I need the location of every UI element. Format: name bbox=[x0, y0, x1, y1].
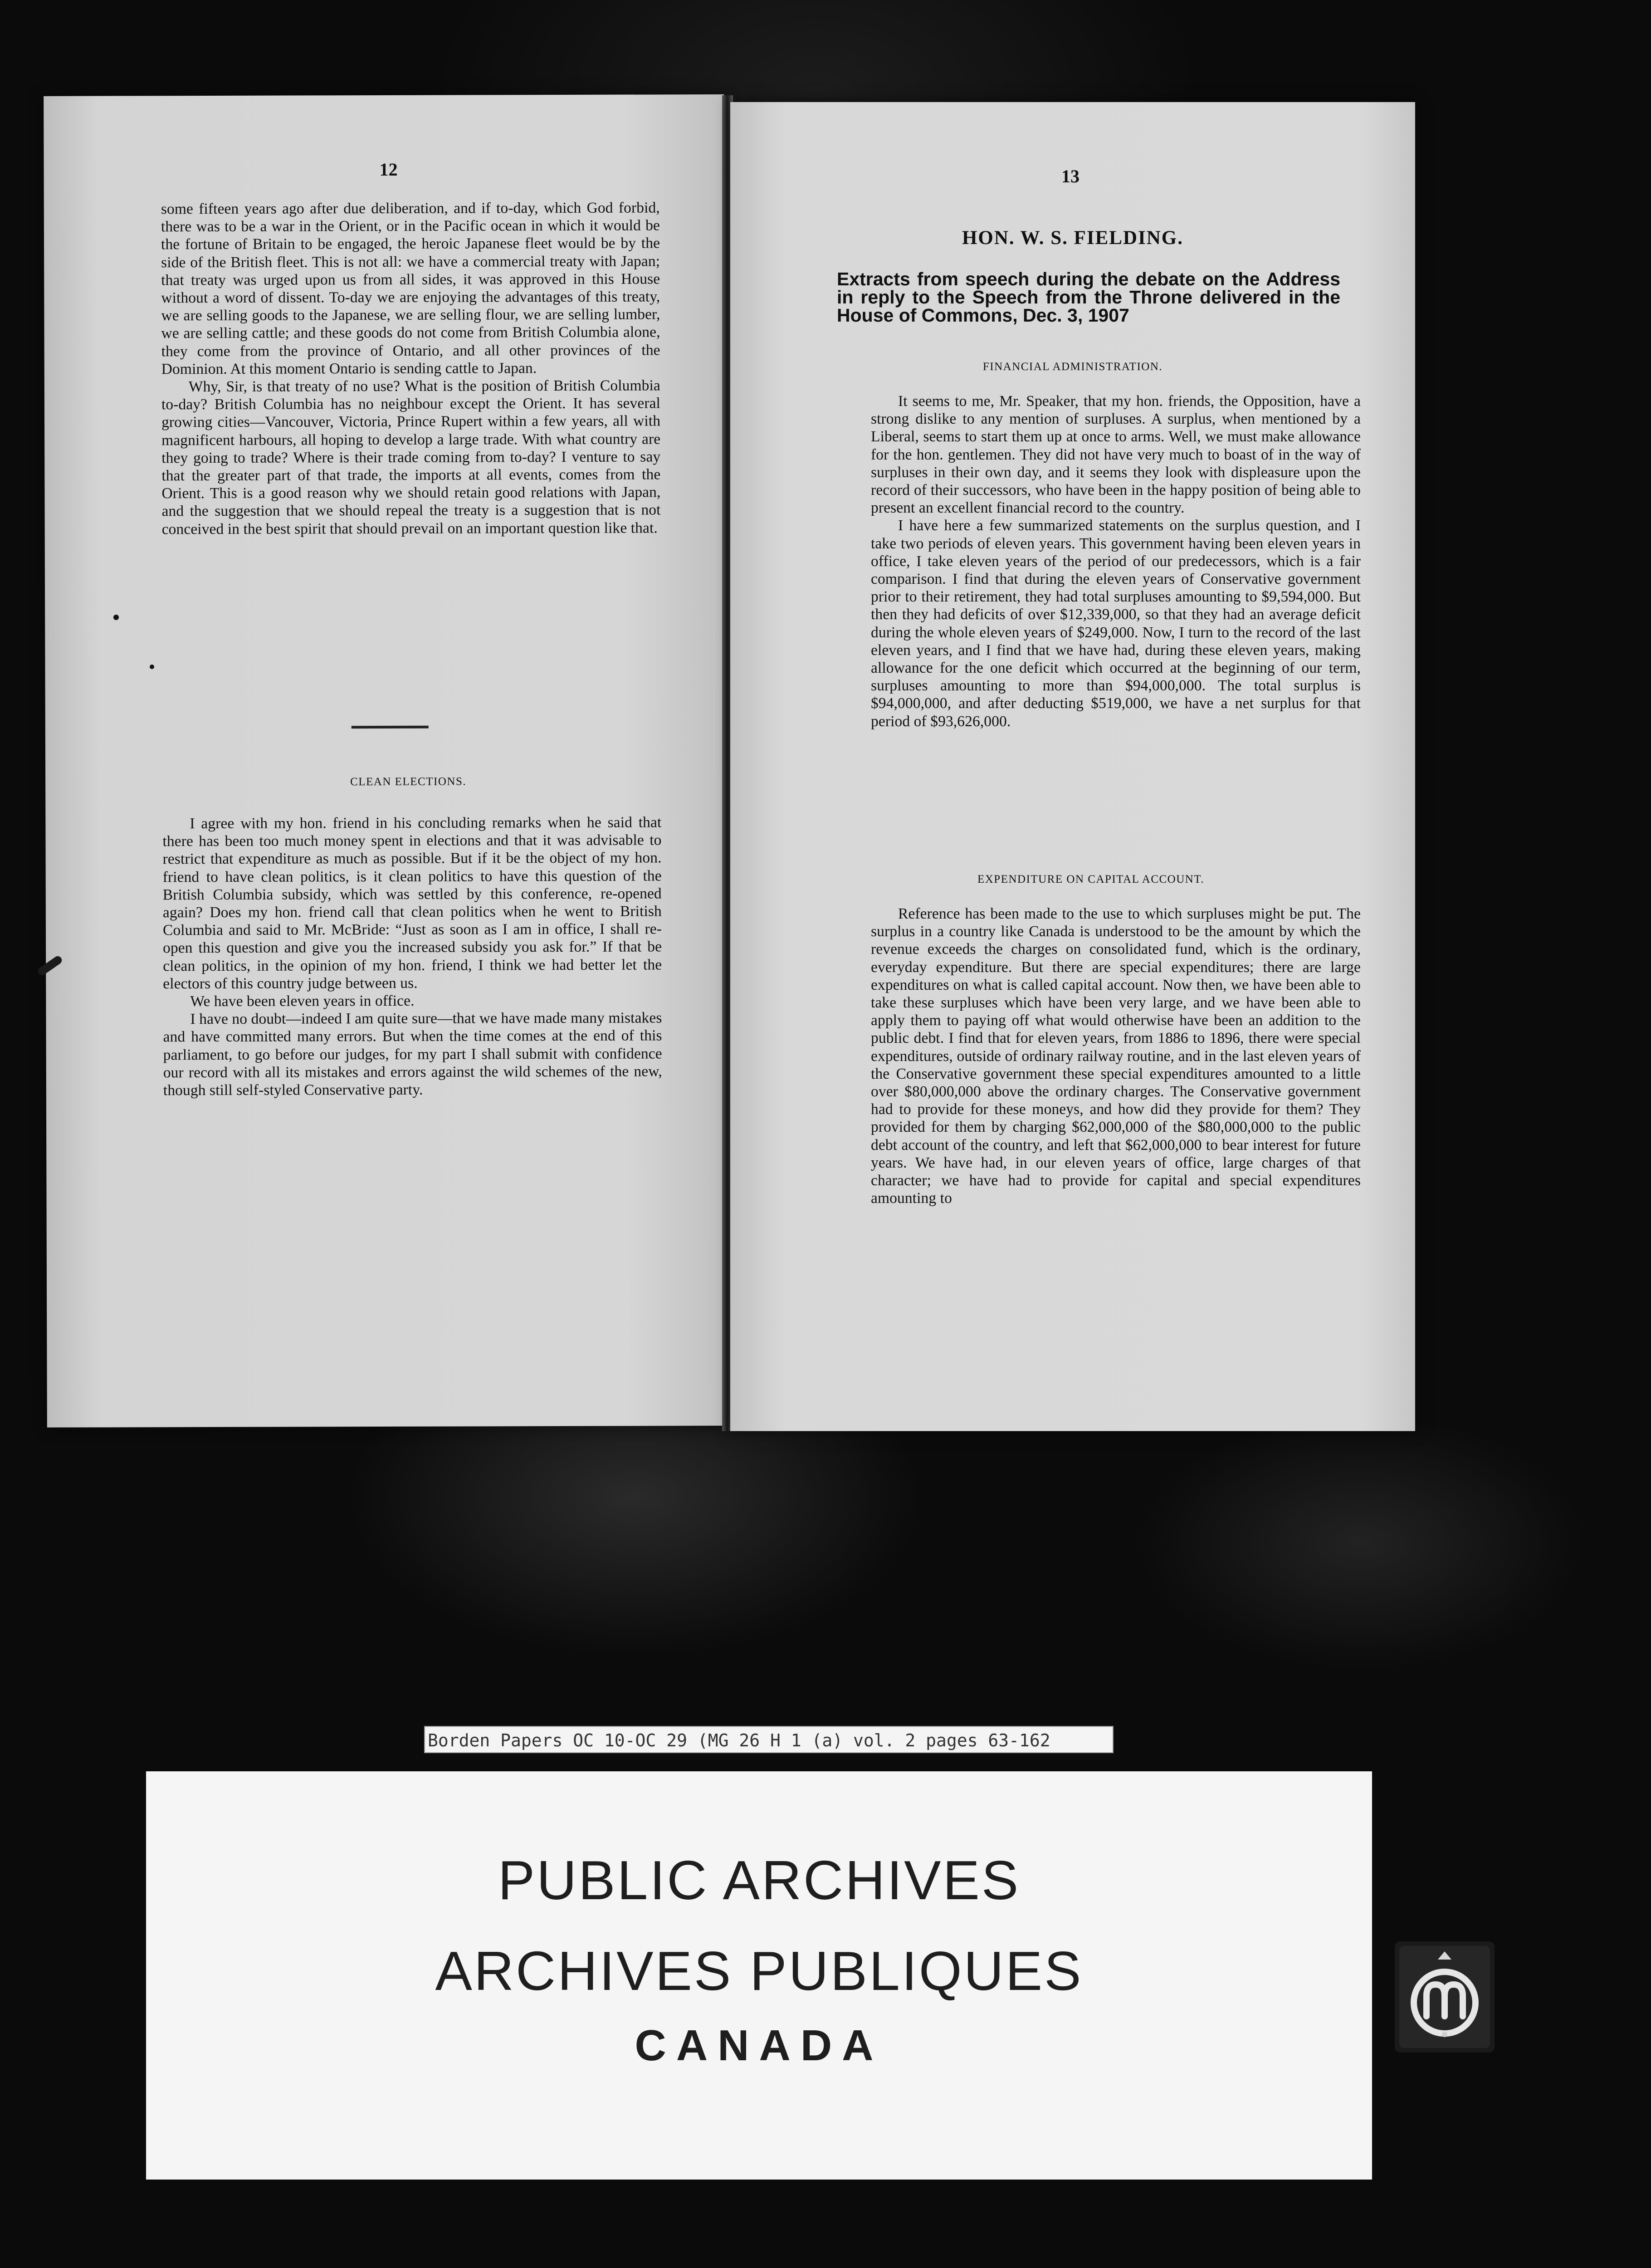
page-number-left: 12 bbox=[379, 159, 398, 180]
section-heading-capital-account: EXPENDITURE ON CAPITAL ACCOUNT. bbox=[977, 873, 1205, 885]
speaker-title: HON. W. S. FIELDING. bbox=[962, 227, 1184, 249]
archive-reference-label: Borden Papers OC 10-OC 29 (MG 26 H 1 (a) vol. 2 pages 63-162 bbox=[424, 1726, 1114, 1753]
section-divider bbox=[352, 726, 429, 728]
right-page-capital-text bbox=[871, 905, 1361, 1207]
paragraph: I agree with my hon. friend in his concluding remarks when he said that there has been too much money spent in elections and that it was advisable to restrict that expenditure as much as possible. But if it be the object of my hon. friend to have clean politics, is it clean politics to have this question of the British Columbia subsidy, which was settled by this conference, re-opened again? Does my hon. friend call that clean politics when he went to British Columbia and said to Mr. McBride: “Just as soon as I am in office, I shall re-open this question and give you the increased subsidy you ask for.” If that be clean politics, in the opinion of my hon. friend, I think we had better let the electors of this country judge between us. bbox=[162, 814, 662, 992]
left-page-top-text bbox=[161, 199, 661, 538]
archives-title-french: ARCHIVES PUBLIQUES bbox=[435, 1940, 1083, 2002]
paragraph: Reference has been made to the use to which surpluses might be put. The surplus in a country like Canada is understood to be the amount by which the revenue exceeds the charges on consolidated fund, which is the ordinary, everyday expenditure. But there are special expenditures; there are large expenditures on what is called capital account. Now then, we have been able to take these surpluses which have been very large, and we have been able to apply them to paying off what would otherwise have been an addition to the public debt. I find that for eleven years, from 1886 to 1896, there were special expenditures, outside of ordinary railway routine, and in the last eleven years of the Conservative government these special expenditures amounted to a little over $80,000,000 above the ordinary charges. The Conservative government had to provide for these moneys, and how did they provide for them? They provided for them by charging $62,000,000 of the $80,000,000 to the public debt account of the country, and left that $62,000,000 to bear interest for future years. We have had, in our eleven years of office, large charges of that character; we have had to provide for capital and special expenditures amounting to bbox=[871, 905, 1361, 1207]
archives-title-english: PUBLIC ARCHIVES bbox=[498, 1849, 1021, 1911]
paragraph: Why, Sir, is that treaty of no use? What is the position of British Columbia to-day? British Columbia has no neighbour except the Orient. It has several growing cities—Vancouver, Victoria, Prince Rupert within a few years, all with magnificent harbours, all hoping to develop a large trade. With what country are they going to trade? Where is their trade coming from to-day? I venture to say that the greater part of that trade, the imports at all events, comes from the Orient. This is a good reason why we should retain good relations with Japan, and the suggestion that we should repeal the treaty is a suggestion that is not conceived in the best spirit that should prevail on an important question like that. bbox=[161, 377, 661, 538]
public-archives-card bbox=[146, 1771, 1372, 2180]
section-heading-financial: FINANCIAL ADMINISTRATION. bbox=[982, 361, 1163, 373]
paragraph: I have here a few summarized statements on the surplus question, and I take two periods of eleven years. This government having been eleven years in office, I take eleven years of the period of our predecessors, which is a fair comparison. I find that during the eleven years of Conservative government prior to their retirement, they had total surpluses amounting to $9,594,000. But then they had deficits of over $12,339,000, so that they had an average deficit during the whole eleven years of $249,000. Now, I turn to the record of the last eleven years, and I find that we have had, during these eleven years, making allowance for the one deficit which occurred at the beginning of our term, surpluses amounting to more than $94,000,000. The total surplus is $94,000,000, and after deducting $519,000, we have a net surplus for that period of $93,626,000. bbox=[871, 517, 1361, 730]
right-page bbox=[730, 102, 1415, 1431]
paragraph: some fifteen years ago after due deliberation, and if to-day, which God forbid, there was to be a war in the Orient, or in the Pacific ocean in which it would be the fortune of Britain to be engaged, the heroic Japanese fleet would be by the side of the British fleet. This is not all: we have a commercial treaty with Japan; that treaty was urged upon us from all sides, it was approved in this House without a word of dissent. To-day we are enjoying the advantages of this treaty, we are selling goods to the Japanese, we are selling flour, we are selling lumber, we are selling cattle; and these goods do not come from British Columbia alone, they come from the province of Ontario, and all other provinces of the Dominion. At this moment Ontario is sending cattle to Japan. bbox=[161, 199, 660, 378]
section-heading-clean-elections: CLEAN ELECTIONS. bbox=[350, 775, 467, 788]
page-number-right: 13 bbox=[1061, 166, 1080, 186]
archives-country: CANADA bbox=[635, 2021, 884, 2070]
left-page-bottom-text bbox=[162, 813, 662, 1099]
archives-canada-logo-icon bbox=[1395, 1941, 1495, 2053]
left-page bbox=[44, 94, 728, 1427]
paragraph: I have no doubt—indeed I am quite sure—that we have made many mistakes and have committed many errors. But when the time comes at the end of this parliament, to go before our judges, for my part I shall submit with confidence our record with all its mistakes and errors against the wild schemes of the new, though still self-styled Conservative party. bbox=[163, 1009, 662, 1099]
right-page-financial-text bbox=[871, 392, 1361, 730]
speech-intro: Extracts from speech during the debate on the Address in reply to the Speech from the Throne delivered in the House of Commons, Dec. 3, 1907 bbox=[837, 269, 1340, 326]
paragraph: We have been eleven years in office. bbox=[190, 992, 415, 1010]
paragraph: It seems to me, Mr. Speaker, that my hon. friends, the Opposition, have a strong dislike to any mention of surpluses. A surplus, when mentioned by a Liberal, seems to start them up at once to arms. Well, we must make allowance for the hon. gentlemen. They did not have very much to boast of in the way of surpluses in their own day, and it seems they look with displeasure upon the record of their successors, who have been in the happy position of being able to present an excellent financial record to the country. bbox=[871, 393, 1361, 517]
